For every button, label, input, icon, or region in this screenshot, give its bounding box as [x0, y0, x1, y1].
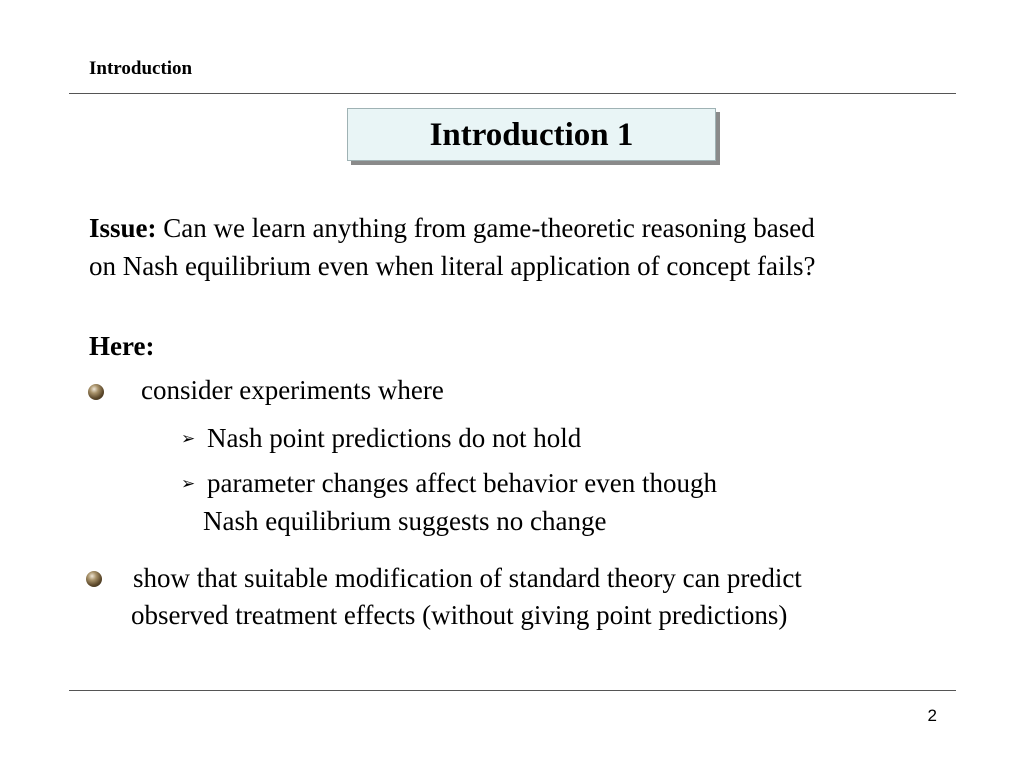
slide-title: Introduction 1 — [429, 116, 634, 153]
page-number: 2 — [927, 706, 937, 725]
bullet-1-text: consider experiments where — [141, 375, 444, 405]
issue-paragraph — [89, 209, 816, 285]
issue-text-line-2: on Nash equilibrium even when literal application of concept fails? — [89, 251, 816, 281]
arrowhead-bullet-icon: ➢ — [181, 429, 196, 449]
bullet-2-line-2: observed treatment effects (without giving point predictions) — [131, 600, 788, 630]
issue-label: Issue: — [89, 213, 157, 243]
header-divider — [69, 93, 956, 94]
slide-title-box — [347, 108, 716, 161]
sub-bullet-2-line-2: Nash equilibrium suggests no change — [203, 506, 607, 536]
sub-bullet-2-line-1: parameter changes affect behavior even though — [207, 468, 718, 498]
issue-text-line-1: Can we learn anything from game-theoretic reasoning based — [156, 213, 815, 243]
footer-divider — [69, 690, 956, 691]
sub-bullet-1-text: Nash point predictions do not hold — [207, 423, 582, 453]
sphere-bullet-icon — [86, 571, 102, 587]
sphere-bullet-icon — [88, 384, 104, 400]
bullet-2-line-1: show that suitable modification of standard theory can predict — [133, 563, 802, 593]
section-header: Introduction — [89, 58, 193, 79]
arrowhead-bullet-icon: ➢ — [181, 474, 196, 494]
here-label: Here: — [89, 331, 155, 361]
issue-line-1 — [89, 209, 816, 247]
